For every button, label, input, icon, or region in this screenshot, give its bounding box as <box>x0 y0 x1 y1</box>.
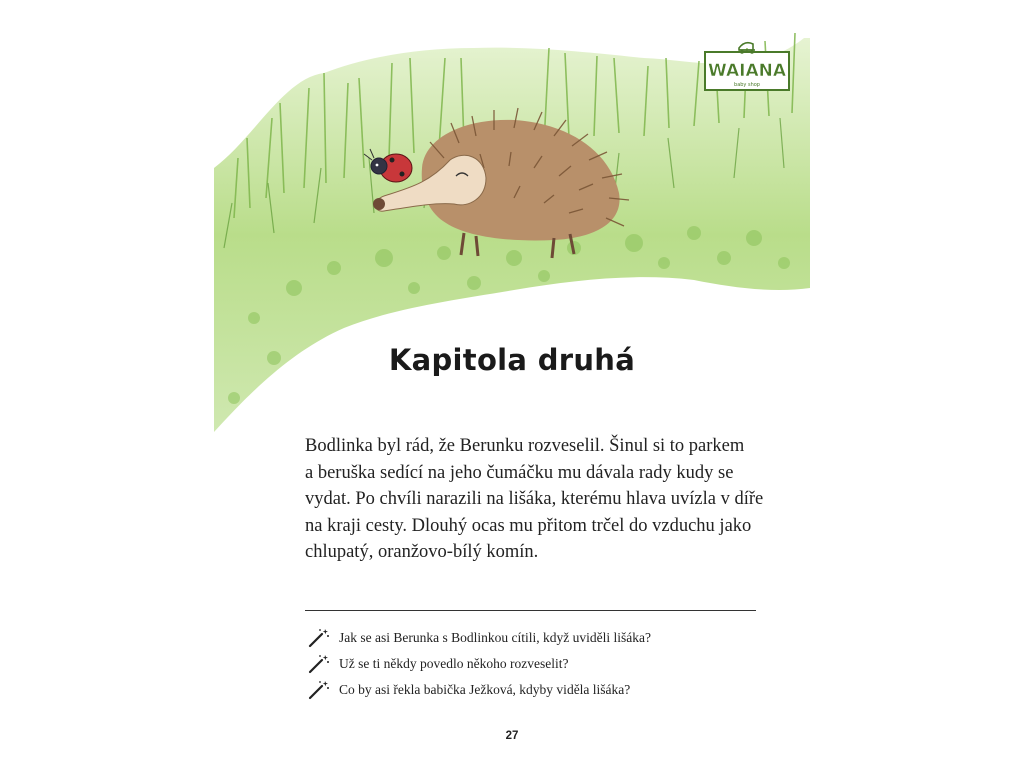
page-number: 27 <box>505 730 519 742</box>
chapter-title: Kapitola druhá <box>388 343 636 377</box>
question-item <box>307 625 757 651</box>
story-line: Bodlinka byl rád, že Berunku rozveselil. Šinul si to parkem <box>305 436 745 456</box>
magic-wand-icon <box>307 627 331 649</box>
magic-wand-icon <box>307 679 331 701</box>
story-line: vydat. Po chvíli narazili na lišáka, kterému hlava uvízla v díře <box>305 489 764 509</box>
svg-text:baby shop: baby shop <box>734 82 760 88</box>
question-text: Jak se asi Berunka s Bodlinkou cítili, když uviděli lišáka? <box>339 630 651 645</box>
story-line: a beruška sedící na jeho čumáčku mu dávala rady kudy se <box>305 462 734 483</box>
story-line: chlupatý, oranžovo-bílý komín. <box>305 542 539 562</box>
story-line: na kraji cesty. Dlouhý ocas mu přitom trčel do vzduchu jako <box>305 515 752 536</box>
section-divider <box>305 610 756 611</box>
question-item <box>307 677 757 703</box>
discussion-questions <box>307 625 757 703</box>
question-text: Už se ti někdy povedlo někoho rozveselit? <box>339 656 569 671</box>
magic-wand-icon <box>307 653 331 675</box>
story-paragraph <box>305 433 775 566</box>
svg-text:WAIANA: WAIANA <box>707 61 787 81</box>
question-item <box>307 651 757 677</box>
question-text: Co by asi řekla babička Ježková, kdyby viděla lišáka? <box>339 682 631 697</box>
waiana-logo <box>703 38 791 92</box>
